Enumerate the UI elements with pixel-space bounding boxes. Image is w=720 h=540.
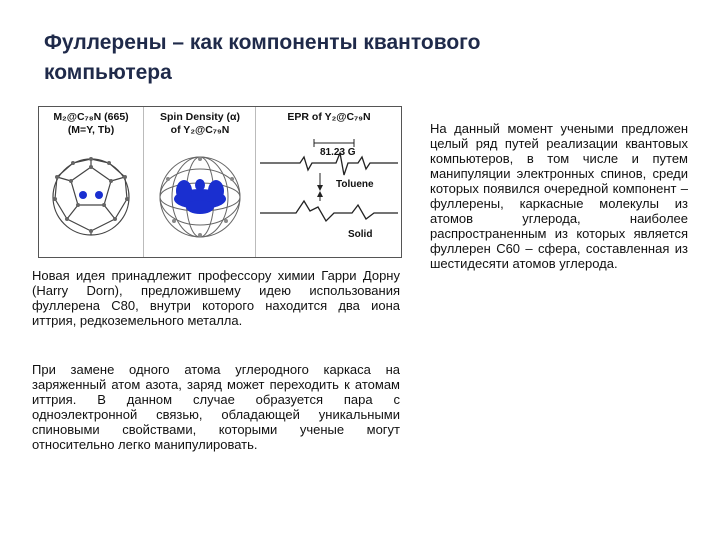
panel-cage-label-line1: M₂@C₇₈N (665) [53,111,129,123]
figure-panel-spin-density [143,107,256,257]
right-paragraph: На данный момент учеными предложен целый ряд путей реализации квантовых компьютеров, в том числе и путем манипуляции электронных спинов, среди которых появился очередной компонент – фуллерены, каркасные молекулы из атомов углерода, наиболее распространенным из которых является фуллерен С60 – сфера, составленная из шестидесяти атомов углерода. [430,121,688,271]
epr-field-label: 81.23 G [320,147,356,158]
panel-spin-label-line1: Spin Density (α) [160,111,240,123]
spin-density-image [144,107,256,257]
epr-trace-label-solid: Solid [348,229,373,240]
figure-panel-epr [255,107,402,257]
fullerene-cage-image [39,107,143,257]
epr-spectra-image [256,107,402,257]
slide-title: Фуллерены – как компоненты квантового компьютера [44,31,481,84]
left-paragraph-1: Новая идея принадлежит профессору химии Гарри Дорну (Harry Dorn), предложившему идею использования фуллерена С80, внутри которого находится два иона иттрия, редкоземельного металла. [32,268,400,328]
figure-panel-cage [39,107,143,257]
left-paragraph-2: При замене одного атома углеродного каркаса на заряженный атом азота, заряд может переходить к атомам иттрия. В данном случае образуется пара с одноэлектронной связью, обладающей уникальными спиновыми свойствами, которыми ученые могут относительно легко манипулировать. [32,362,400,452]
panel-spin-label-line2: of Y₂@C₇₉N [170,124,230,136]
fullerene-figure [38,106,402,258]
epr-trace-label-toluene: Toluene [336,179,374,190]
panel-epr-label: EPR of Y₂@C₇₉N [287,111,371,123]
panel-cage-label-line2: (M=Y, Tb) [67,124,115,136]
